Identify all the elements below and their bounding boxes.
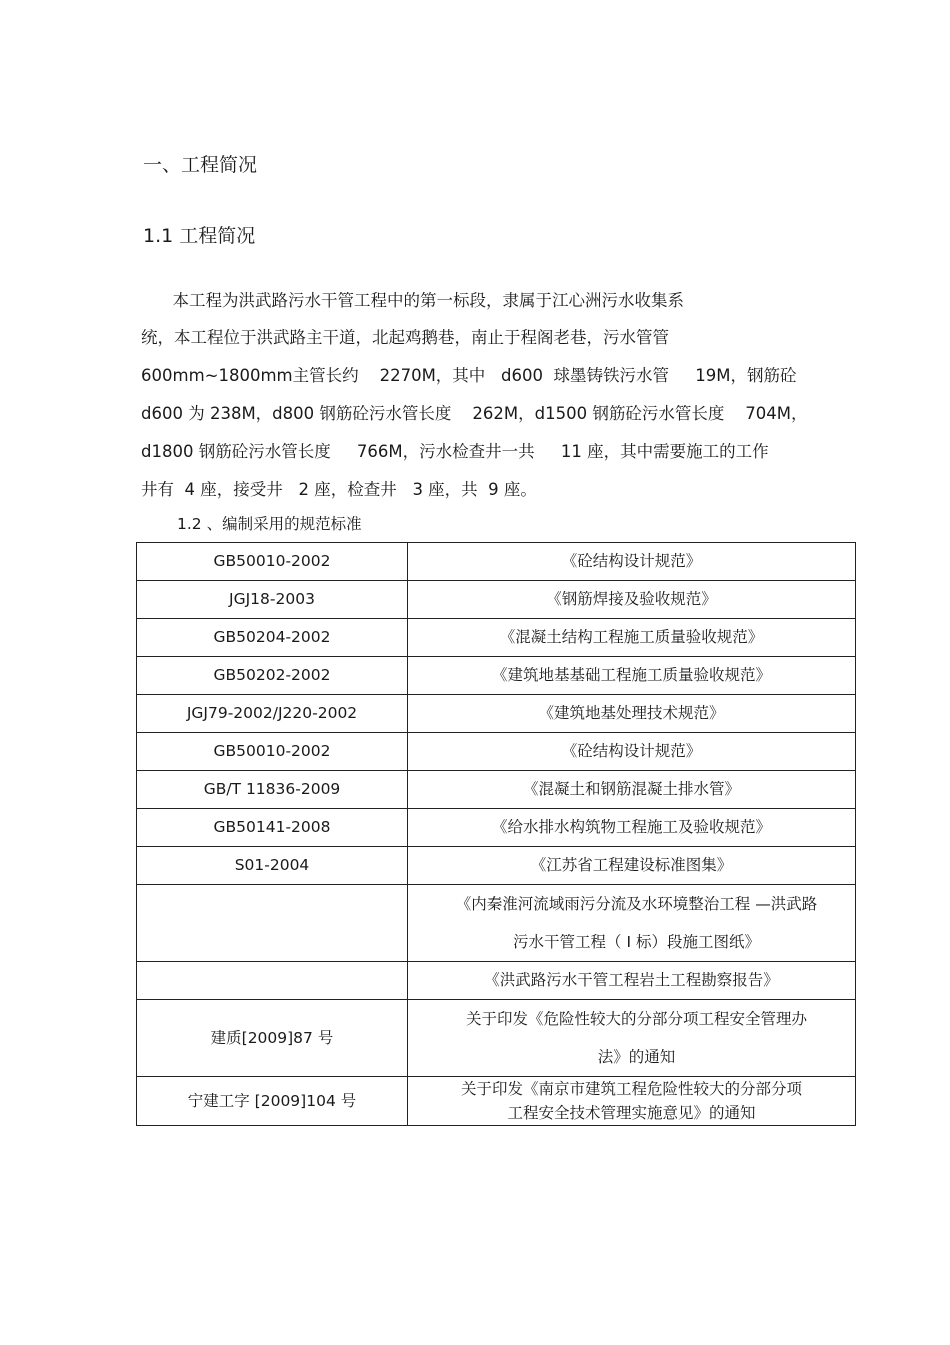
section-heading: 一、工程简况	[143, 154, 258, 176]
subsection-heading: 1.1 工程简况	[143, 225, 256, 247]
standard-title-line: 关于印发《南京市建筑工程危险性较大的分部分项	[460, 1080, 802, 1098]
standard-title-line: 污水干管工程（ Ⅰ 标）段施工图纸》	[513, 933, 760, 951]
standard-title	[408, 1077, 856, 1126]
table-row	[137, 1000, 856, 1077]
standard-code: 宁建工字 [2009]104 号	[137, 1077, 408, 1126]
standard-title: 《给水排水构筑物工程施工及验收规范》	[408, 809, 856, 847]
paragraph-line: d1800 钢筋砼污水管长度 766M，污水检查井一共 11 座，其中需要施工的工作	[141, 442, 769, 461]
standard-code: JGJ18-2003	[137, 581, 408, 619]
standard-code: GB50010-2002	[137, 733, 408, 771]
standard-title: 《建筑地基处理技术规范》	[408, 695, 856, 733]
table-row	[137, 962, 856, 1000]
paragraph-line: 统，本工程位于洪武路主干道，北起鸡鹅巷，南止于程阁老巷，污水管管	[141, 328, 669, 347]
paragraph-line: 井有 4 座，接受井 2 座，检查井 3 座，共 9 座。	[141, 480, 537, 499]
standard-code: GB50202-2002	[137, 657, 408, 695]
standard-code: GB50141-2008	[137, 809, 408, 847]
table-row	[137, 847, 856, 885]
table-row	[137, 581, 856, 619]
table-row	[137, 695, 856, 733]
standard-title: 《建筑地基基础工程施工质量验收规范》	[408, 657, 856, 695]
standard-title: 《洪武路污水干管工程岩土工程勘察报告》	[408, 962, 856, 1000]
standard-title: 《混凝土结构工程施工质量验收规范》	[408, 619, 856, 657]
table-row	[137, 619, 856, 657]
standard-code: GB50204-2002	[137, 619, 408, 657]
standards-table	[136, 542, 856, 1126]
standard-title: 《混凝土和钢筋混凝土排水管》	[408, 771, 856, 809]
standard-code: GB50010-2002	[137, 543, 408, 581]
standard-title: 《砼结构设计规范》	[408, 543, 856, 581]
standard-code: 建质[2009]87 号	[137, 1000, 408, 1077]
standard-title: 《江苏省工程建设标准图集》	[408, 847, 856, 885]
table-row	[137, 1077, 856, 1126]
standard-code: S01-2004	[137, 847, 408, 885]
standard-code	[137, 885, 408, 962]
standard-title-line: 法》的通知	[597, 1048, 676, 1066]
standard-code: GB/T 11836-2009	[137, 771, 408, 809]
paragraph-line: d600 为 238M，d800 钢筋砼污水管长度 262M，d1500 钢筋砼污水管长度 704M，	[141, 404, 808, 423]
standards-heading: 1.2 、编制采用的规范标准	[177, 515, 362, 533]
standard-title: 《砼结构设计规范》	[408, 733, 856, 771]
table-row	[137, 809, 856, 847]
standard-title-line: 工程安全技术管理实施意见》的通知	[507, 1104, 756, 1122]
standard-title	[408, 1000, 856, 1077]
standard-title: 《钢筋焊接及验收规范》	[408, 581, 856, 619]
standard-title	[408, 885, 856, 962]
table-row	[137, 733, 856, 771]
paragraph-line: 本工程为洪武路污水干管工程中的第一标段，隶属于江心洲污水收集系	[141, 291, 684, 310]
standard-title-line: 关于印发《危险性较大的分部分项工程安全管理办	[465, 1010, 807, 1028]
standard-code	[137, 962, 408, 1000]
table-row	[137, 657, 856, 695]
table-row	[137, 885, 856, 962]
table-row	[137, 771, 856, 809]
standard-title-line: 《内秦淮河流域雨污分流及水环境整治工程 —洪武路	[455, 895, 818, 913]
table-row	[137, 543, 856, 581]
standard-code: JGJ79-2002/J220-2002	[137, 695, 408, 733]
paragraph-line: 600mm~1800mm主管长约 2270M，其中 d600 球墨铸铁污水管 19M，钢筋砼	[141, 366, 797, 385]
